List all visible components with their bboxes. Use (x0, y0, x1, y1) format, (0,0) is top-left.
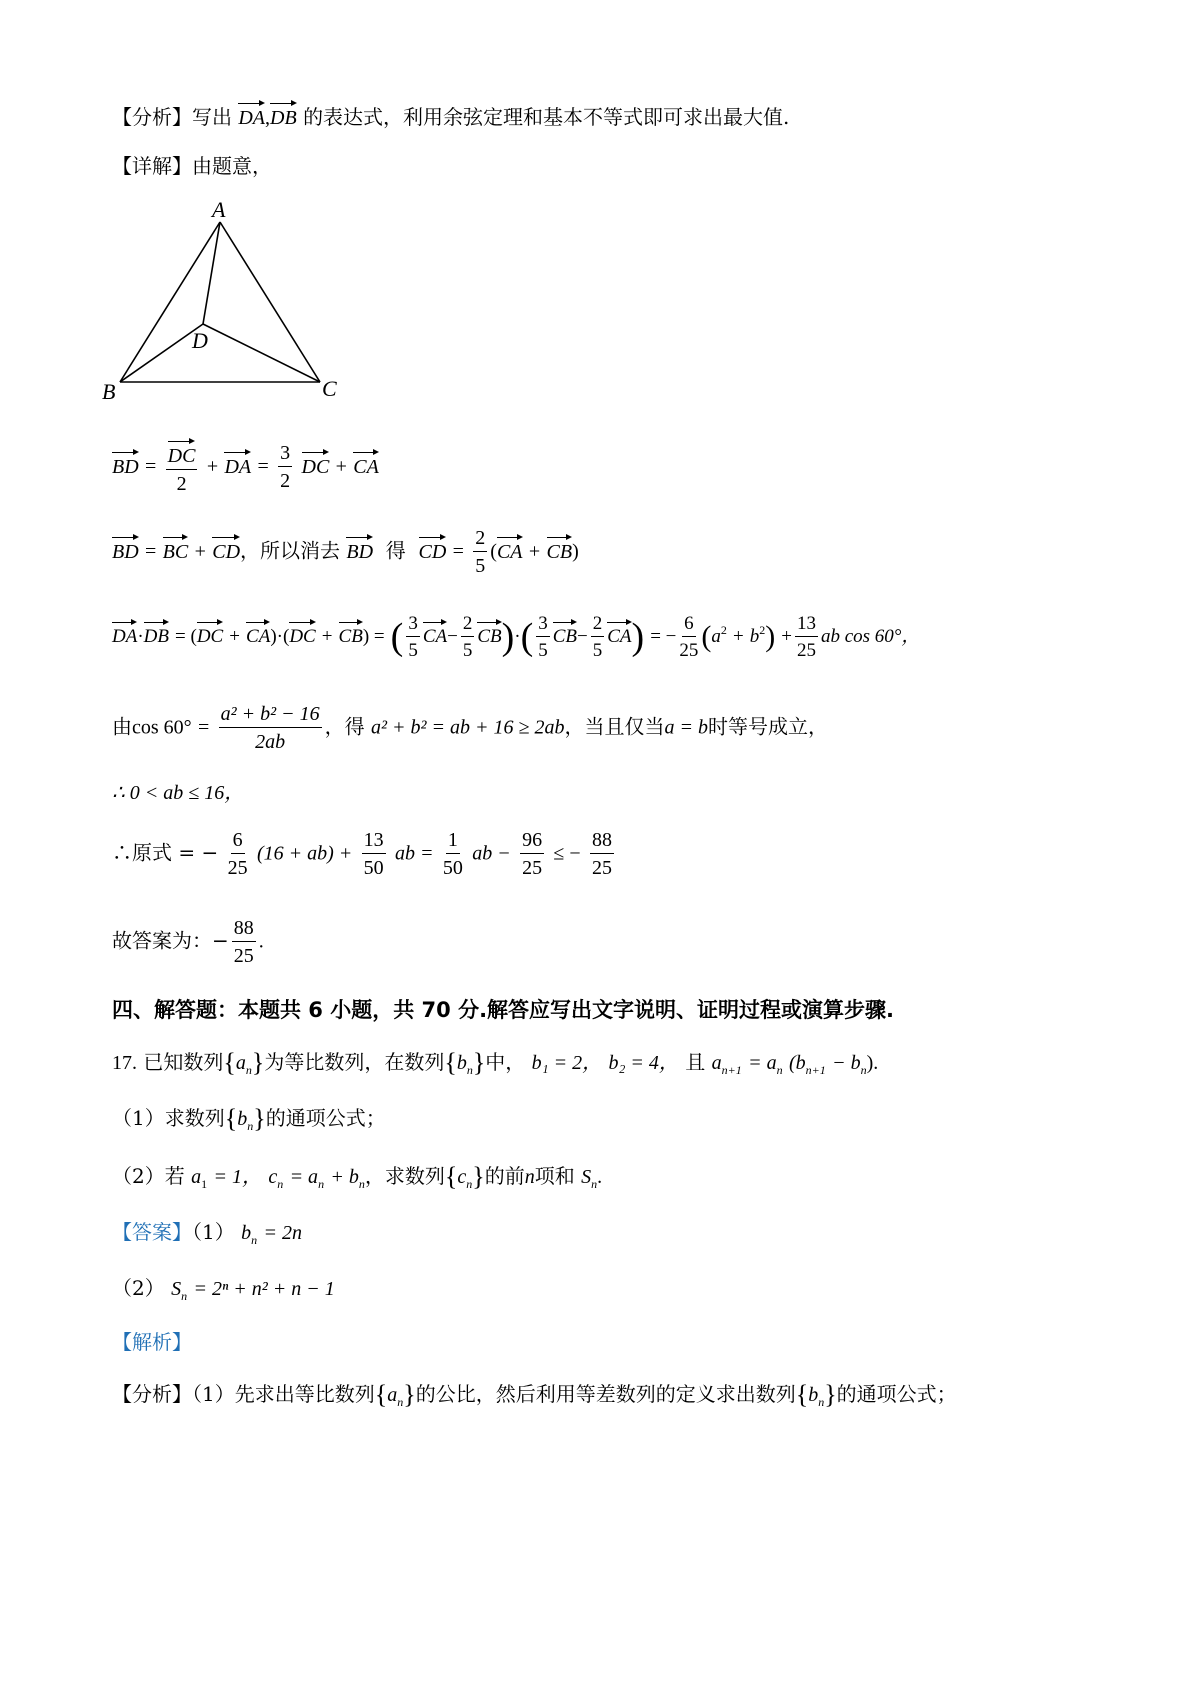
fraction (520, 830, 544, 878)
vector-ca: CA (497, 536, 523, 562)
get-text: ，得 (324, 714, 365, 739)
answer-sn: = 2ⁿ + n² + n − 1 (193, 1278, 335, 1300)
fraction (461, 614, 475, 660)
label-a: A (212, 197, 226, 222)
relation: (b (788, 1052, 806, 1074)
sequence-b: b (456, 1052, 467, 1074)
vector-ca: CA (246, 621, 270, 646)
equation-1 (112, 440, 379, 494)
part-label: （1） (192, 1220, 235, 1244)
vector-ca: CA (423, 621, 447, 646)
part-text: 的通项公式； (265, 1106, 386, 1130)
fenxi-text: 的通项公式； (836, 1382, 957, 1406)
vector-dc: DC (197, 621, 223, 646)
vector-da: DA (224, 451, 251, 477)
denominator: 2 (176, 473, 187, 495)
get-text: 得 (385, 538, 406, 563)
denominator: 50 (442, 857, 463, 879)
numerator: 3 (278, 443, 292, 467)
vector-dc: DC (302, 451, 330, 477)
equation-4: 由cos 60° = $\frac{\text{a² + b² − 16}}{2ab}$ ，得 a² + b² = ab + 16 ≥ 2ab，当且仅当a = b时等号成立， (112, 703, 828, 753)
vector-cb: CB (339, 621, 363, 646)
cn-def: + b (330, 1166, 359, 1188)
denominator: 50 (363, 857, 384, 879)
question-17-part-2: （2）若 $a_1 = 1$， $c_n = a_n + b_n$，求数列$\{c_n\}$的前n项和 $S_n$. (112, 1162, 603, 1191)
label-c: C (322, 376, 337, 401)
edge-ab (120, 222, 220, 382)
plus: + (194, 540, 206, 563)
vector-cb: CB (477, 621, 501, 646)
answer-text: 故答案为：− (112, 928, 229, 953)
numerator: a² + b² − 16 (219, 704, 322, 728)
denominator: 2ab (255, 731, 286, 753)
denominator: 25 (522, 857, 543, 879)
period: . (258, 930, 264, 953)
analysis-bracket: 【分析】 (112, 105, 192, 129)
edge-ad (203, 222, 220, 324)
numerator: 2 (473, 528, 487, 552)
fenxi-text: 先求出等比数列 (234, 1382, 375, 1406)
numerator: 6 (682, 614, 696, 637)
fraction-cosine-law (219, 704, 322, 752)
question-text: 为等比数列，在数列 (264, 1050, 445, 1074)
vector-cb: CB (553, 621, 577, 646)
plus: + (335, 455, 347, 478)
plus: + (528, 540, 541, 563)
vector-bc: BC (163, 536, 189, 562)
sequence-a: a (235, 1052, 246, 1074)
fraction-answer (232, 918, 256, 966)
denominator: 5 (538, 640, 548, 661)
term: (16 + ab) + (256, 842, 353, 865)
relation: a (711, 1052, 722, 1074)
vector-ca: CA (607, 621, 631, 646)
n-var: n (524, 1166, 535, 1188)
fraction (679, 614, 698, 660)
relation: ). (866, 1052, 879, 1074)
question-17-part-1: （1）求数列$\{b_n\}$的通项公式； (112, 1104, 386, 1133)
denominator: 5 (475, 555, 486, 577)
paren: ( (490, 540, 497, 563)
vector-bd: BD (346, 536, 373, 562)
numerator: 13 (362, 830, 386, 854)
numerator: 3 (536, 614, 550, 637)
analysis-post: 的表达式，利用余弦定理和基本不等式即可求出最大值. (303, 105, 790, 129)
fraction (443, 830, 463, 878)
jiexi-label: 【解析】 (112, 1330, 192, 1354)
numerator: 2 (461, 614, 475, 637)
detail-text: 由题意， (192, 154, 272, 178)
fraction (536, 614, 550, 660)
part-label: （2） (112, 1164, 165, 1188)
analysis-pre: 写出 (192, 105, 232, 129)
eliminate-text: ，所以消去 (240, 538, 341, 563)
denominator: 5 (462, 640, 473, 661)
numerator: 88 (232, 918, 256, 942)
fraction-3-2 (278, 443, 292, 491)
equals: ) = (362, 626, 385, 647)
part-label: （1） (192, 1382, 235, 1406)
part-text: ，求数列 (364, 1164, 445, 1188)
denominator: 25 (233, 945, 254, 967)
equality-text: 时等号成立， (707, 714, 828, 739)
vector-db: DB (144, 621, 169, 646)
part-label: （2） (112, 1276, 165, 1300)
vector-da: DA (238, 102, 265, 128)
part-text: 求数列 (164, 1106, 225, 1130)
plus: + (321, 626, 333, 647)
fraction (406, 614, 420, 660)
answer-bracket: 【答案】 (112, 1220, 192, 1244)
equation-3: DA·DB = (DC + CA)·(DC + CB) = ( $\frac{3}{5}$ CA− $\frac{2}{5}$ CB)·( $\frac{3}{5}$ CB− $\frac{2}{5}$ CA) = − $\frac{6}{25}$ $(a^2 + b^2)$ + $\frac{13}{25}$ ab cos 60°， (112, 613, 921, 661)
s-var: S (581, 1166, 592, 1188)
term: ab = (394, 842, 434, 865)
section-heading: 四、解答题：本题共 6 小题，共 70 分.解答应写出文字说明、证明过程或演算步骤. (112, 998, 895, 1022)
fenxi-text: 的公比，然后利用等差数列的定义求出数列 (415, 1382, 796, 1406)
equals: = (257, 455, 269, 478)
vector-ca: CA (353, 451, 379, 477)
equation-2 (112, 528, 579, 576)
vector-bd: BD (112, 536, 139, 562)
equals: = ( (175, 626, 197, 647)
analysis-line: 【分析】写出 DA,DB 的表达式，利用余弦定理和基本不等式即可求出最大值. (112, 102, 789, 128)
answer-part-2: （2） $S_n = 2^n + n^2 + n - 1$ (112, 1276, 335, 1303)
edge-bd (120, 324, 203, 382)
numerator: 96 (520, 830, 544, 854)
numerator: 1 (446, 830, 460, 854)
denominator: 25 (592, 857, 613, 879)
term: ≤ − (553, 842, 581, 865)
fraction (362, 830, 386, 878)
vector-bd: BD (112, 451, 139, 477)
vector-dc: DC (289, 621, 315, 646)
inequality: a² + b² = ab + 16 ≥ 2ab (371, 716, 565, 739)
relation: = a (748, 1052, 777, 1074)
fraction (590, 830, 614, 878)
fraction (228, 830, 248, 878)
denominator: 25 (227, 857, 248, 879)
cn-def: = a (289, 1166, 319, 1188)
part-text: 的前 (484, 1164, 525, 1188)
part-text: 项和 (534, 1164, 575, 1188)
answer-line (112, 918, 264, 966)
part-label: （1） (112, 1106, 165, 1130)
vector-cd: CD (212, 536, 240, 562)
numerator: 6 (231, 830, 245, 854)
equation-6 (112, 830, 617, 878)
fraction-2-5 (473, 528, 487, 576)
b1-value: b₁ = 2， (531, 1052, 603, 1074)
equation-5 (112, 782, 244, 803)
triangle-figure (100, 195, 360, 415)
part-text: 若 (164, 1164, 185, 1188)
a1-value: = 1， (213, 1166, 262, 1188)
answer-bn: = 2n (263, 1222, 302, 1244)
relation: − b (832, 1052, 861, 1074)
fenxi-bracket: 【分析】 (112, 1382, 192, 1406)
numerator: 3 (406, 614, 420, 637)
question-text: 中， (485, 1050, 526, 1074)
cos-60: cos 60° (132, 716, 192, 739)
equals: = (145, 540, 157, 563)
vector-cd: CD (419, 536, 447, 562)
fenxi-line: 【分析】（1）先求出等比数列$\{a_n\}$的公比，然后利用等差数列的定义求出数列$\{b_n\}$的通项公式； (112, 1380, 957, 1409)
label-b: B (102, 379, 116, 404)
fraction-dc-2 (166, 440, 198, 494)
original-expr-text: ∴原式 = − (112, 840, 219, 865)
fraction (795, 614, 818, 660)
denominator: 5 (408, 640, 418, 661)
vector-cb: CB (547, 536, 573, 562)
term: ab − (472, 842, 511, 865)
denominator: 2 (280, 470, 291, 492)
answer-part-1: 【答案】（1） $b_n = 2n$ (112, 1220, 302, 1247)
numerator: 2 (591, 614, 605, 637)
denominator: 5 (592, 640, 603, 661)
plus: + (206, 455, 219, 478)
denominator: 25 (679, 640, 699, 661)
equals: = (452, 540, 464, 563)
condition-text: ，当且仅当 (564, 714, 665, 739)
range-ab: ∴ 0 < ab ≤ 16， (112, 782, 245, 804)
paren: ) (572, 540, 579, 563)
plus: + (229, 626, 240, 647)
period: . (597, 1166, 603, 1188)
detail-line (112, 156, 272, 176)
vector-db: DB (270, 102, 297, 128)
question-text: 且 (685, 1050, 706, 1074)
by-text: 由 (112, 714, 132, 739)
fraction (591, 614, 605, 660)
vector-dc: DC (168, 440, 196, 466)
question-text: 已知数列 (143, 1050, 224, 1074)
dot: · (137, 626, 144, 647)
equality-condition: a = b (664, 716, 708, 739)
numerator: 88 (590, 830, 614, 854)
question-17: 17. 已知数列$\{a_n\}$为等比数列，在数列$\{b_n\}$中， b₁ = 2， b₂ = 4， 且 $a_{n+1} = a_n$ $(b_{n+1} - b_n)$. (112, 1048, 879, 1077)
equals: = (145, 455, 157, 478)
tail: ab cos 60°， (820, 626, 921, 647)
denominator: 25 (796, 640, 816, 661)
label-d: D (192, 328, 208, 353)
question-number: 17. (112, 1052, 137, 1074)
vector-da: DA (112, 621, 137, 646)
b2-value: b₂ = 4， (608, 1052, 679, 1074)
detail-bracket: 【详解】 (112, 154, 192, 178)
dot: )·( (270, 626, 290, 647)
numerator: 13 (795, 614, 818, 637)
